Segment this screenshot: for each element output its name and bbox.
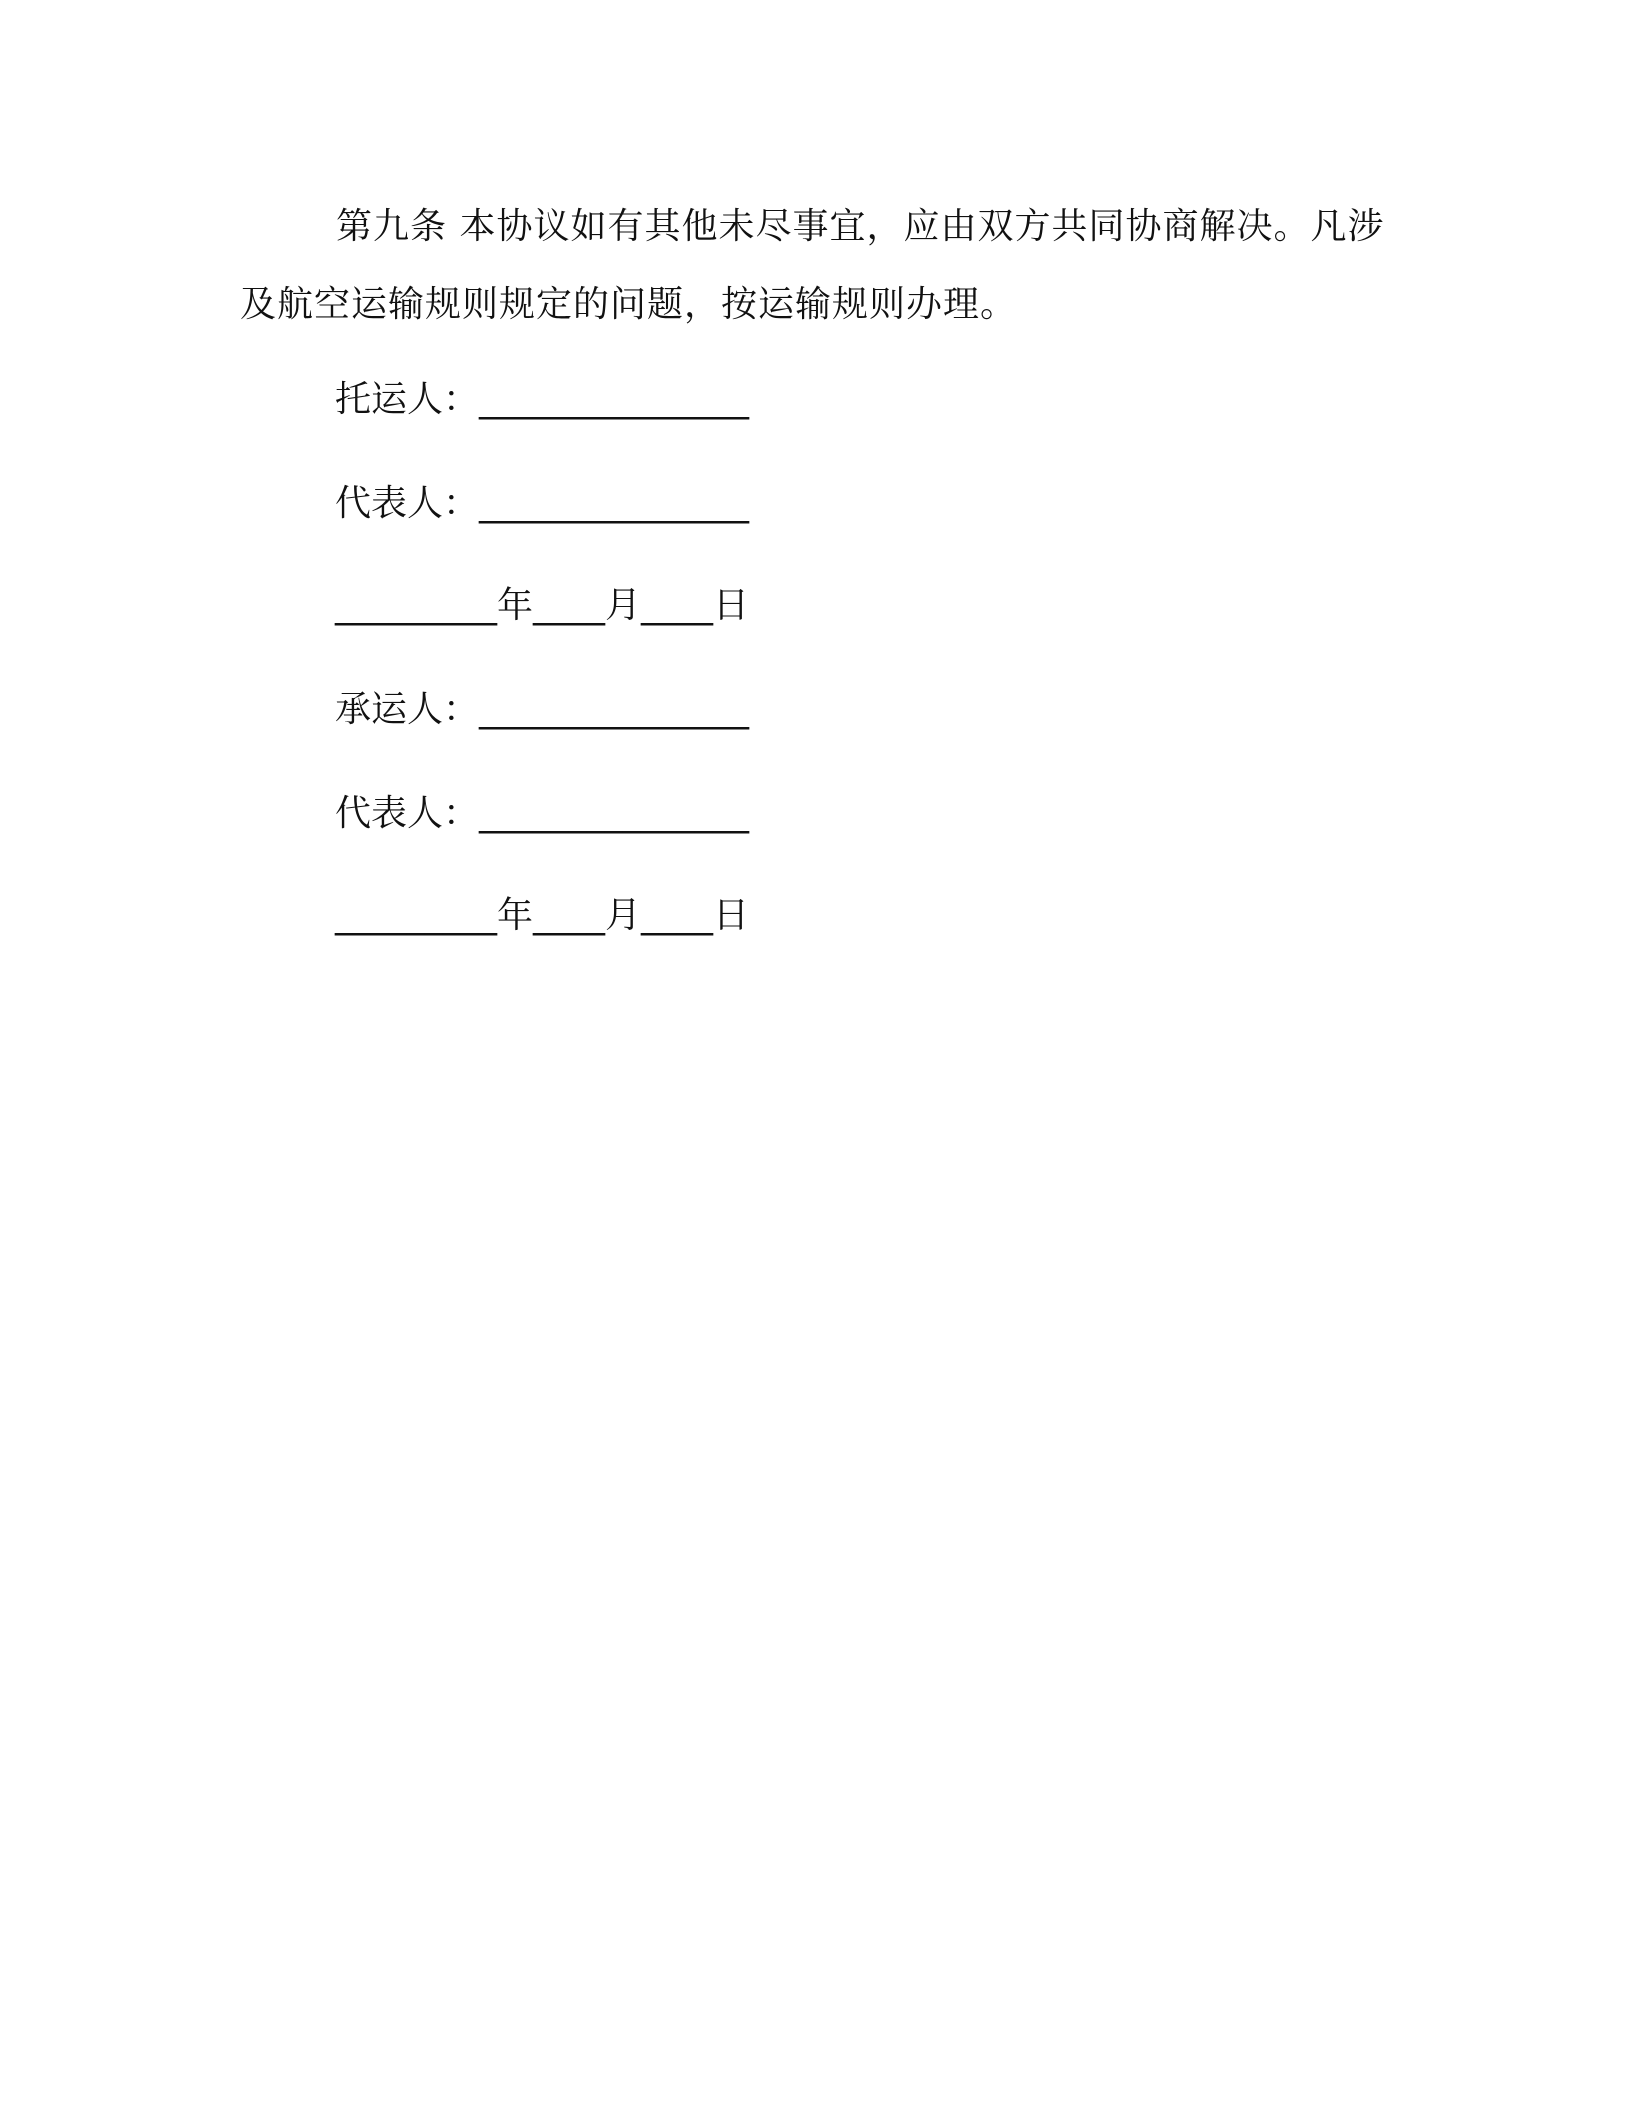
shipper-date-line: _________年____月____日 bbox=[335, 585, 749, 626]
carrier-date-line: _________年____月____日 bbox=[335, 895, 749, 936]
carrier-signature-line: 承运人：_______________ bbox=[335, 689, 750, 730]
shipper-representative-line: 代表人：_______________ bbox=[335, 483, 750, 524]
clause-nine-paragraph: 第九条 本协议如有其他未尽事宜，应由双方共同协商解决。凡涉及航空运输规则规定的问题，按运输规则办理。 bbox=[240, 206, 1385, 325]
carrier-representative-line: 代表人：_______________ bbox=[335, 793, 750, 834]
shipper-signature-line: 托运人：_______________ bbox=[335, 379, 750, 420]
